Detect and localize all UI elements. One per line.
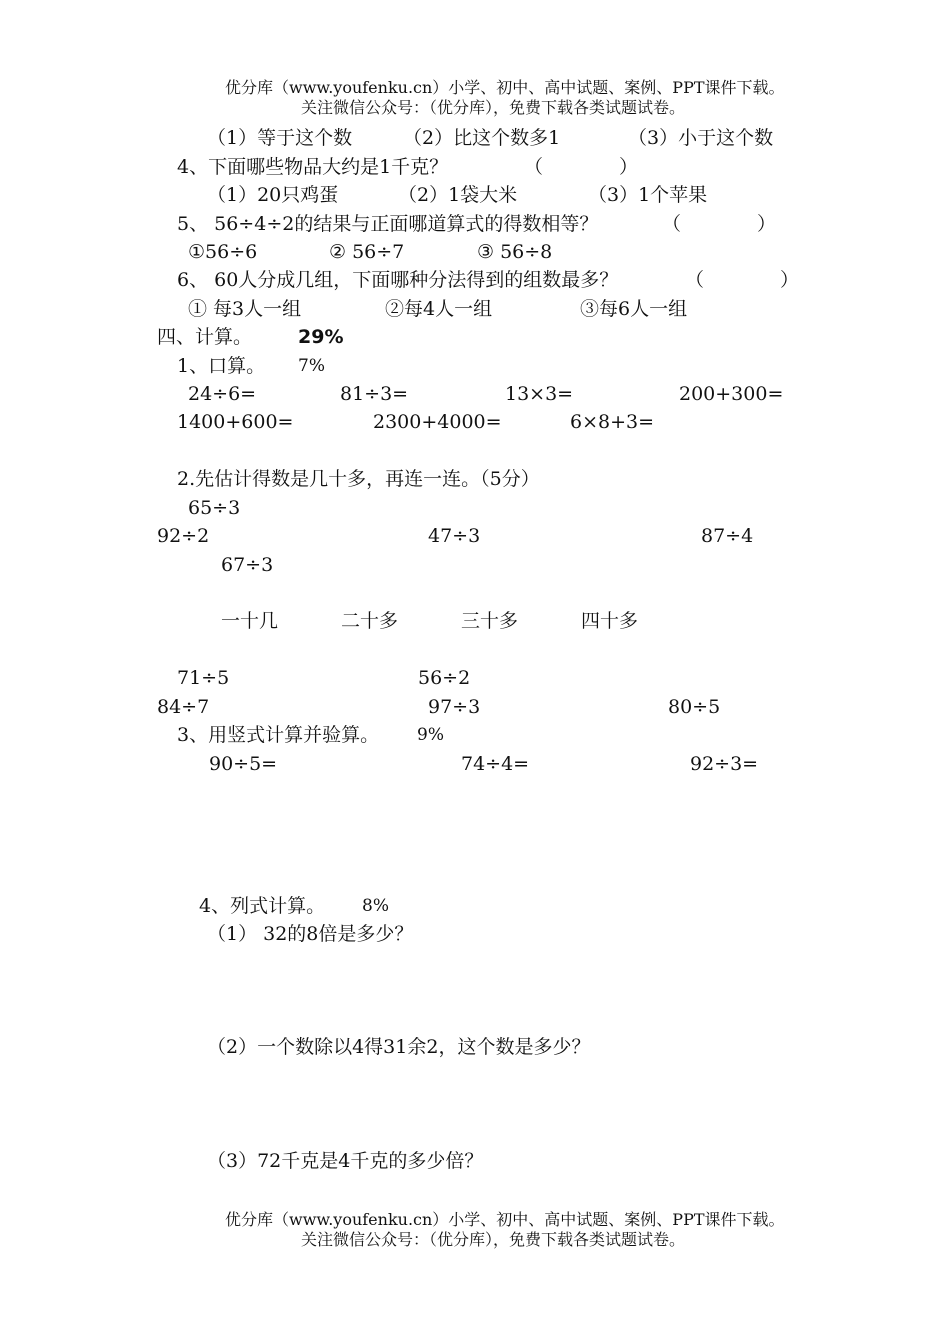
q4-option-3: （3）1个苹果	[588, 184, 708, 206]
estimate-category: 一十几	[221, 610, 279, 632]
vertical-item: 92÷3=	[690, 753, 759, 775]
q6-option-2: ②每4人一组	[385, 298, 493, 320]
estimate-expression: 92÷2	[157, 525, 210, 547]
section-4-title: 四、计算。	[157, 326, 253, 348]
oral-item: 13×3=	[505, 383, 574, 405]
oral-item: 81÷3=	[340, 383, 409, 405]
estimate-expression: 67÷3	[221, 554, 274, 576]
estimate-category: 三十多	[461, 610, 519, 632]
vertical-percent: 9%	[417, 725, 444, 745]
q5-option-1: ①56÷6	[188, 241, 258, 263]
estimate-title: 2.先估计得数是几十多，再连一连。（5分）	[177, 468, 540, 490]
q5-text: 5、 56÷4÷2的结果与正面哪道算式的得数相等？	[177, 213, 599, 235]
q5-option-3: ③ 56÷8	[477, 241, 553, 263]
oral-item: 1400+600=	[177, 411, 294, 433]
estimate-expression: 87÷4	[701, 525, 754, 547]
q6-option-1: ① 每3人一组	[188, 298, 302, 320]
q6-option-3: ③每6人一组	[580, 298, 688, 320]
q6-text: 6、 60人分成几组，下面哪种分法得到的组数最多？	[177, 269, 619, 291]
vertical-item: 74÷4=	[461, 753, 530, 775]
q5-option-2: ② 56÷7	[329, 241, 405, 263]
section-4-percent: 29%	[298, 326, 344, 348]
estimate-expression: 65÷3	[188, 497, 241, 519]
word-problems-title: 4、列式计算。	[199, 895, 326, 917]
word-problems-percent: 8%	[362, 896, 389, 916]
oral-item: 6×8+3=	[570, 411, 655, 433]
estimate-expression: 47÷3	[428, 525, 481, 547]
q3-option-3: （3）小于这个数	[628, 127, 774, 149]
footer-line-1: 优分库（www.youfenku.cn）小学、初中、高中试题、案例、PPT课件下载。	[225, 1210, 785, 1229]
oral-item: 24÷6=	[188, 383, 257, 405]
word-problem-1: （1） 32的8倍是多少？	[207, 923, 414, 945]
estimate-category: 二十多	[341, 610, 399, 632]
vertical-title: 3、用竖式计算并验算。	[177, 724, 380, 746]
q4-option-1: （1）20只鸡蛋	[207, 184, 339, 206]
estimate-expression: 97÷3	[428, 696, 481, 718]
oral-item: 2300+4000=	[373, 411, 502, 433]
q4-answer-blank: （ ）	[524, 156, 639, 178]
word-problem-3: （3）72千克是4千克的多少倍？	[207, 1150, 484, 1172]
estimate-expression: 71÷5	[177, 667, 230, 689]
estimate-expression: 84÷7	[157, 696, 210, 718]
estimate-category: 四十多	[581, 610, 639, 632]
vertical-item: 90÷5=	[209, 753, 278, 775]
q4-text: 4、下面哪些物品大约是1千克？	[177, 156, 449, 178]
q3-option-2: （2）比这个数多1	[403, 127, 561, 149]
oral-title: 1、口算。	[177, 355, 266, 377]
oral-percent: 7%	[298, 356, 325, 376]
q6-answer-blank: （ ）	[685, 269, 800, 291]
footer-line-2: 关注微信公众号：（优分库），免费下载各类试题试卷。	[301, 1230, 686, 1249]
q4-option-2: （2）1袋大米	[398, 184, 518, 206]
header-line-2: 关注微信公众号：（优分库），免费下载各类试题试卷。	[301, 98, 686, 117]
estimate-expression: 80÷5	[668, 696, 721, 718]
q5-answer-blank: （ ）	[662, 213, 777, 235]
oral-item: 200+300=	[679, 383, 784, 405]
header-line-1: 优分库（www.youfenku.cn）小学、初中、高中试题、案例、PPT课件下载。	[225, 78, 785, 97]
estimate-expression: 56÷2	[418, 667, 471, 689]
word-problem-2: （2）一个数除以4得31余2，这个数是多少？	[207, 1036, 591, 1058]
q3-option-1: （1）等于这个数	[207, 127, 353, 149]
